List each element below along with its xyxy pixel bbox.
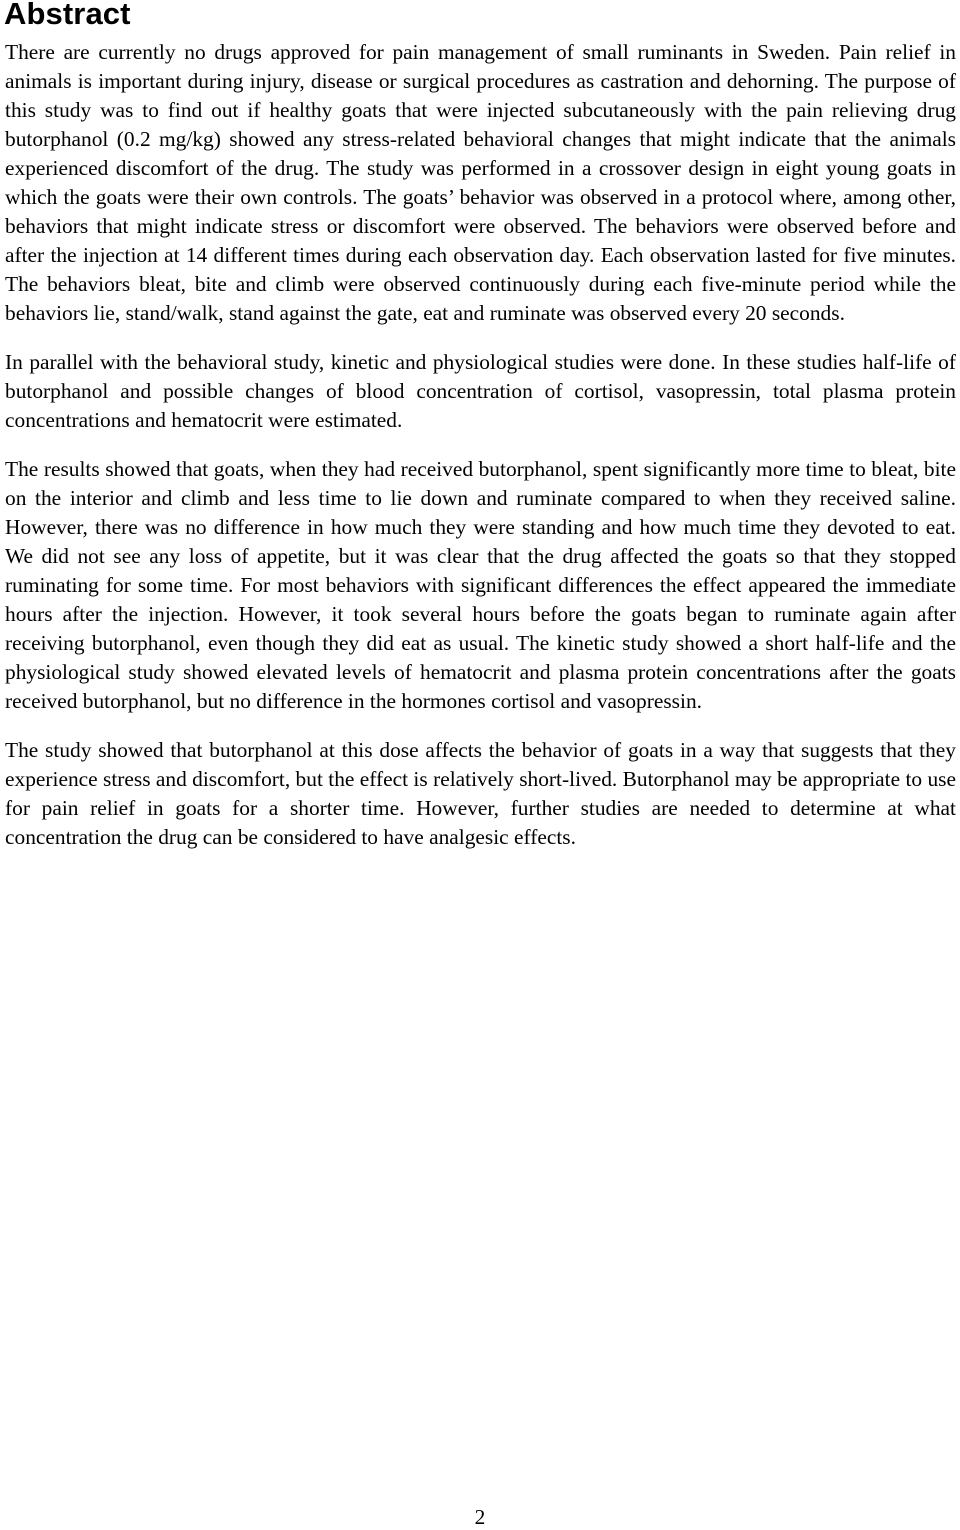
abstract-paragraph-1: There are currently no drugs approved for pain management of small ruminants in Sweden. Pain relief in animals is important during injury, disease or surgical procedures as castration and dehorning. The purpose of this study was to find out if healthy goats that were injected subcutaneously with the pain relieving drug butorphanol (0.2 mg/kg) showed any stress-related behavioral changes that might indicate that the animals experienced discomfort of the drug. The study was performed in a crossover design in eight young goats in which the goats were their own controls. The goats’ behavior was observed in a protocol where, among other, behaviors that might indicate stress or discomfort were observed. The behaviors were observed before and after the injection at 14 different times during each observation day. Each observation lasted for five minutes. The behaviors bleat, bite and climb were observed continuously during each five-minute period while the behaviors lie, stand/walk, stand against the gate, eat and ruminate was observed every 20 seconds. (5, 40, 956, 325)
abstract-paragraph-4: The study showed that butorphanol at this dose affects the behavior of goats in a way that suggests that they experience stress and discomfort, but the effect is relatively short-lived. Butorphanol may be appropriate to use for pain relief in goats for a shorter time. However, further studies are needed to determine at what concentration the drug can be considered to have analgesic effects. (5, 738, 956, 849)
section-heading: Abstract (4, 0, 131, 31)
abstract-paragraph-3: The results showed that goats, when they had received butorphanol, spent significantly more time to bleat, bite on the interior and climb and less time to lie down and ruminate compared to when they received saline. However, there was no difference in how much they were standing and how much time they devoted to eat. We did not see any loss of appetite, but it was clear that the drug affected the goats so that they stopped ruminating for some time. For most behaviors with significant differences the effect appeared the immediate hours after the injection. However, it took several hours before the goats began to ruminate again after receiving butorphanol, even though they did eat as usual. The kinetic study showed a short half-life and the physiological study showed elevated levels of hematocrit and plasma protein concentrations after the goats received butorphanol, but no difference in the hormones cortisol and vasopressin. (5, 457, 956, 713)
abstract-body (5, 38, 956, 872)
page-number: 2 (474, 1505, 486, 1529)
abstract-paragraph-2: In parallel with the behavioral study, kinetic and physiological studies were done. In these studies half-life of butorphanol and possible changes of blood concentration of cortisol, vasopressin, total plasma protein concentrations and hematocrit were estimated. (5, 350, 956, 432)
